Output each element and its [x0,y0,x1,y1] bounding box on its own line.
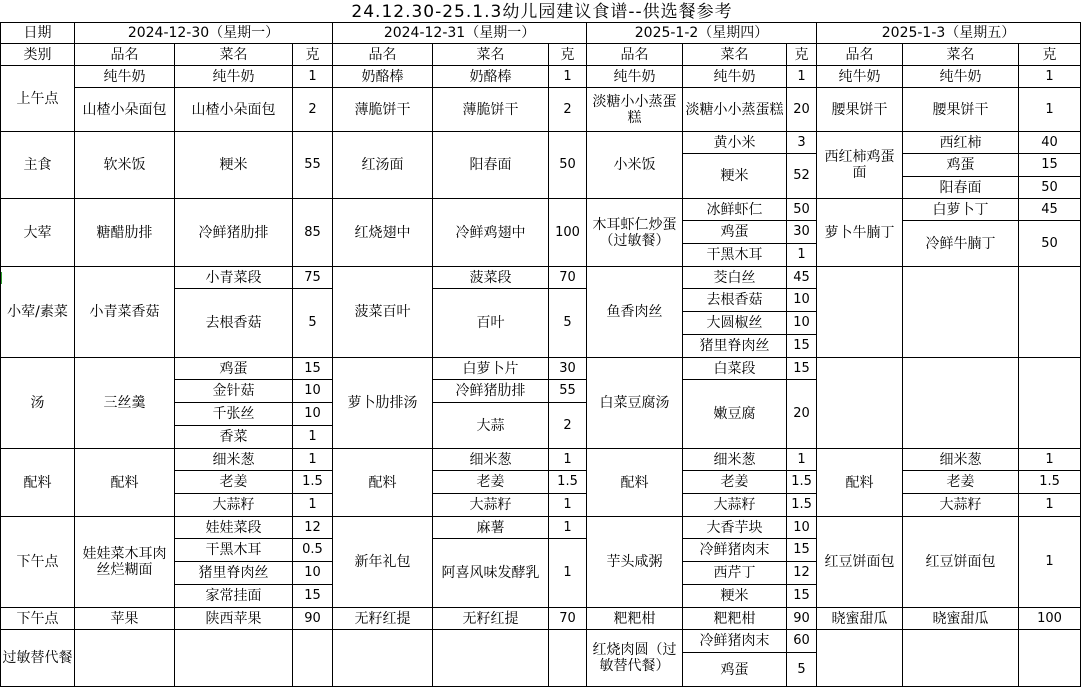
gram-cell: 2 [549,88,587,132]
gram-header: 克 [1019,44,1081,66]
gram-cell: 15 [787,358,817,380]
dish-cell: 红烧肉圆（过敏替代餐） [587,630,683,687]
ingredient-cell: 阳春面 [903,177,1019,199]
ingredient-cell: 老姜 [433,471,549,494]
empty-cell [903,358,1019,449]
gram-cell: 1 [787,244,817,267]
side-dish-row [1,267,1081,289]
gram-cell: 5 [787,653,817,687]
dish-cell: 晓蜜甜瓜 [817,608,903,630]
gram-cell: 1 [549,494,587,517]
gram-cell: 55 [293,132,333,199]
gram-cell: 1 [549,517,587,539]
ingredient-cell: 老姜 [903,471,1019,494]
dish-cell: 配料 [817,449,903,517]
gram-cell: 10 [293,380,333,403]
gram-cell: 5 [549,289,587,358]
dish-cell: 小米饭 [587,132,683,199]
dish-cell: 红烧翅中 [333,199,433,267]
ingredient-cell: 大香芋块 [683,517,787,539]
ingredient-cell: 娃娃菜段 [175,517,293,539]
dish-cell: 纯牛奶 [817,66,903,88]
gram-header: 克 [549,44,587,66]
dish-cell: 糖醋肋排 [75,199,175,267]
ingredient-cell: 纯牛奶 [175,66,293,88]
gram-cell: 1 [1019,66,1081,88]
dish-cell: 无籽红提 [333,608,433,630]
gram-cell: 52 [787,154,817,199]
ingredient-header: 菜名 [683,44,787,66]
gram-cell: 1.5 [293,471,333,494]
dish-header: 品名 [587,44,683,66]
gram-cell: 30 [549,358,587,380]
gram-cell: 1 [787,449,817,471]
ingredient-cell: 茭白丝 [683,267,787,289]
soup-row [1,358,1081,380]
dish-cell: 腰果饼干 [817,88,903,132]
gram-cell: 45 [1019,199,1081,221]
empty-cell [75,630,175,687]
dish-header: 品名 [333,44,433,66]
empty-cell [293,630,333,687]
date-row [1,23,1081,44]
gram-cell: 15 [293,585,333,608]
gram-cell: 1 [293,66,333,88]
ingredient-cell: 粳米 [175,132,293,199]
category-cell: 下午点 [1,608,75,630]
ingredient-cell: 纯牛奶 [683,66,787,88]
gram-cell: 55 [549,380,587,403]
dish-cell: 配料 [587,449,683,517]
allergy-row [1,630,1081,653]
gram-cell: 20 [787,380,817,449]
dish-header: 品名 [817,44,903,66]
gram-cell: 15 [787,539,817,562]
empty-cell [817,630,903,687]
date-label: 日期 [1,23,75,44]
ingredient-cell: 粳米 [683,154,787,199]
gram-cell: 1.5 [1019,471,1081,494]
ingredient-cell: 西红柿 [903,132,1019,154]
dish-cell: 薄脆饼干 [333,88,433,132]
ingredient-cell: 冰鲜虾仁 [683,199,787,221]
ingredient-cell: 冷鲜鸡翅中 [433,199,549,267]
dish-cell: 新年礼包 [333,517,433,608]
ingredient-cell: 去根香菇 [175,289,293,358]
day1-date: 2024-12-30（星期一） [75,23,333,44]
column-header-row [1,44,1081,66]
empty-cell [1019,358,1081,449]
ingredient-cell: 白萝卜丁 [903,199,1019,221]
gram-cell: 1 [293,449,333,471]
gram-cell: 12 [787,562,817,585]
dish-cell: 纯牛奶 [587,66,683,88]
gram-cell: 100 [549,199,587,267]
ingredient-cell: 白菜段 [683,358,787,380]
ingredient-cell: 腰果饼干 [903,88,1019,132]
ingredient-cell: 红豆饼面包 [903,517,1019,608]
gram-cell: 15 [293,358,333,380]
dish-cell: 纯牛奶 [75,66,175,88]
gram-cell: 1.5 [787,494,817,517]
ingredient-cell: 金针菇 [175,380,293,403]
ingredient-cell: 家常挂面 [175,585,293,608]
ingredient-cell: 老姜 [175,471,293,494]
gram-cell: 10 [787,312,817,335]
gram-cell: 90 [787,608,817,630]
fruit-row [1,608,1081,630]
gram-cell: 70 [549,267,587,289]
ingredient-cell: 千张丝 [175,403,293,426]
gram-cell: 12 [293,517,333,539]
empty-cell [903,267,1019,358]
gram-cell: 1 [293,426,333,449]
gram-cell: 15 [1019,154,1081,177]
ingredient-cell: 小青菜段 [175,267,293,289]
ingredient-header: 菜名 [175,44,293,66]
dish-cell: 红汤面 [333,132,433,199]
dish-cell: 软米饭 [75,132,175,199]
ingredient-cell: 鸡蛋 [175,358,293,380]
dish-cell: 萝卜牛腩丁 [817,199,903,267]
category-cell: 过敏替代餐 [1,630,75,687]
ingredient-cell: 麻薯 [433,517,549,539]
ingredient-cell: 西芹丁 [683,562,787,585]
seasoning-row [1,449,1081,471]
ingredient-cell: 冷鲜猪肉末 [683,539,787,562]
category-label: 类别 [1,44,75,66]
afternoon-row [1,517,1081,539]
dish-cell: 鱼香肉丝 [587,267,683,358]
ingredient-cell: 冷鲜猪肉末 [683,630,787,653]
ingredient-cell: 纯牛奶 [903,66,1019,88]
ingredient-cell: 黄小米 [683,132,787,154]
ingredient-cell: 冷鲜猪肋排 [175,199,293,267]
gram-cell: 50 [1019,221,1081,267]
ingredient-cell: 百叶 [433,289,549,358]
category-cell: 配料 [1,449,75,517]
gram-cell: 1.5 [787,471,817,494]
morning-row [1,88,1081,132]
dish-cell: 红豆饼面包 [817,517,903,608]
ingredient-cell: 老姜 [683,471,787,494]
ingredient-cell: 冷鲜猪肋排 [433,380,549,403]
category-cell: 小荤/素菜 [1,267,75,358]
gram-cell: 2 [293,88,333,132]
dish-cell: 三丝羹 [75,358,175,449]
gram-header: 克 [787,44,817,66]
empty-cell [333,630,433,687]
dish-cell: 淡糖小小蒸蛋糕 [587,88,683,132]
category-cell: 大荤 [1,199,75,267]
gram-cell: 10 [293,403,333,426]
gram-cell: 90 [293,608,333,630]
day3-date: 2025-1-2（星期四） [587,23,817,44]
gram-cell: 50 [549,132,587,199]
gram-cell: 85 [293,199,333,267]
empty-cell [903,630,1019,687]
ingredient-cell: 大蒜籽 [175,494,293,517]
category-cell: 下午点 [1,517,75,608]
gram-cell: 5 [293,289,333,358]
gram-header: 克 [293,44,333,66]
dish-cell: 苹果 [75,608,175,630]
ingredient-cell: 粑粑柑 [683,608,787,630]
gram-cell: 40 [1019,132,1081,154]
gram-cell: 10 [787,289,817,312]
ingredient-cell: 鸡蛋 [683,221,787,244]
gram-cell: 0.5 [293,539,333,562]
gram-cell: 20 [787,88,817,132]
ingredient-cell: 阳春面 [433,132,549,199]
ingredient-cell: 阿喜风味发酵乳 [433,539,549,608]
ingredient-cell: 薄脆饼干 [433,88,549,132]
dish-cell: 娃娃菜木耳肉丝烂糊面 [75,517,175,608]
gram-cell: 1 [549,539,587,608]
ingredient-cell: 干黑木耳 [175,539,293,562]
ingredient-cell: 白萝卜片 [433,358,549,380]
gram-cell: 70 [549,608,587,630]
ingredient-cell: 粳米 [683,585,787,608]
gram-cell: 1 [1019,449,1081,471]
ingredient-cell: 干黑木耳 [683,244,787,267]
dish-cell: 小青菜香菇 [75,267,175,358]
gram-cell: 100 [1019,608,1081,630]
dish-cell: 芋头咸粥 [587,517,683,608]
dish-cell: 奶酪棒 [333,66,433,88]
ingredient-cell: 陕西苹果 [175,608,293,630]
ingredient-cell: 大蒜 [433,403,549,449]
category-cell: 上午点 [1,66,75,132]
gram-cell: 10 [787,517,817,539]
ingredient-cell: 淡糖小小蒸蛋糕 [683,88,787,132]
gram-cell: 1 [1019,88,1081,132]
ingredient-cell: 冷鲜牛腩丁 [903,221,1019,267]
gram-cell: 60 [787,630,817,653]
category-cell: 主食 [1,132,75,199]
gram-cell: 15 [787,585,817,608]
dish-cell: 山楂小朵面包 [75,88,175,132]
ingredient-cell: 大蒜籽 [903,494,1019,517]
gram-cell: 75 [293,267,333,289]
dish-header: 品名 [75,44,175,66]
ingredient-cell: 大蒜籽 [433,494,549,517]
ingredient-header: 菜名 [903,44,1019,66]
gram-cell: 2 [549,403,587,449]
empty-cell [549,630,587,687]
staple-row [1,132,1081,154]
morning-row [1,66,1081,88]
day4-date: 2025-1-3（星期五） [817,23,1081,44]
sheet-title: 24.12.30-25.1.3幼儿园建议食谱--供选餐参考 [351,2,733,22]
ingredient-cell: 细米葱 [903,449,1019,471]
ingredient-cell: 细米葱 [433,449,549,471]
gram-cell: 1 [549,66,587,88]
ingredient-cell: 猪里脊肉丝 [175,562,293,585]
ingredient-cell: 去根香菇 [683,289,787,312]
ingredient-cell: 鸡蛋 [683,653,787,687]
dish-cell: 白菜豆腐汤 [587,358,683,449]
dish-cell: 西红柿鸡蛋面 [817,132,903,199]
main-dish-row [1,199,1081,221]
menu-table [0,22,1081,687]
gram-cell: 50 [787,199,817,221]
category-cell: 汤 [1,358,75,449]
gram-cell: 15 [787,335,817,358]
gram-cell: 1 [293,494,333,517]
empty-cell [175,630,293,687]
ingredient-cell: 大圆椒丝 [683,312,787,335]
gram-cell: 45 [787,267,817,289]
ingredient-cell: 晓蜜甜瓜 [903,608,1019,630]
ingredient-header: 菜名 [433,44,549,66]
ingredient-cell: 山楂小朵面包 [175,88,293,132]
day2-date: 2024-12-31（星期一） [333,23,587,44]
dish-cell: 木耳虾仁炒蛋（过敏餐） [587,199,683,267]
empty-cell [1019,267,1081,358]
ingredient-cell: 奶酪棒 [433,66,549,88]
dish-cell: 粑粑柑 [587,608,683,630]
dish-cell: 菠菜百叶 [333,267,433,358]
gram-cell: 3 [787,132,817,154]
ingredient-cell: 嫩豆腐 [683,380,787,449]
gram-cell: 50 [1019,177,1081,199]
dish-cell: 配料 [333,449,433,517]
empty-cell [1019,630,1081,687]
ingredient-cell: 菠菜段 [433,267,549,289]
gram-cell: 30 [787,221,817,244]
dish-cell: 萝卜肋排汤 [333,358,433,449]
gram-cell: 1 [1019,517,1081,608]
ingredient-cell: 香菜 [175,426,293,449]
empty-cell [433,630,549,687]
gram-cell: 1 [1019,494,1081,517]
ingredient-cell: 大蒜籽 [683,494,787,517]
ingredient-cell: 无籽红提 [433,608,549,630]
ingredient-cell: 猪里脊肉丝 [683,335,787,358]
empty-cell [817,267,903,358]
dish-cell: 配料 [75,449,175,517]
gram-cell: 1.5 [549,471,587,494]
gram-cell: 10 [293,562,333,585]
gram-cell: 1 [787,66,817,88]
ingredient-cell: 细米葱 [683,449,787,471]
empty-cell [817,358,903,449]
gram-cell: 1 [549,449,587,471]
ingredient-cell: 鸡蛋 [903,154,1019,177]
ingredient-cell: 细米葱 [175,449,293,471]
